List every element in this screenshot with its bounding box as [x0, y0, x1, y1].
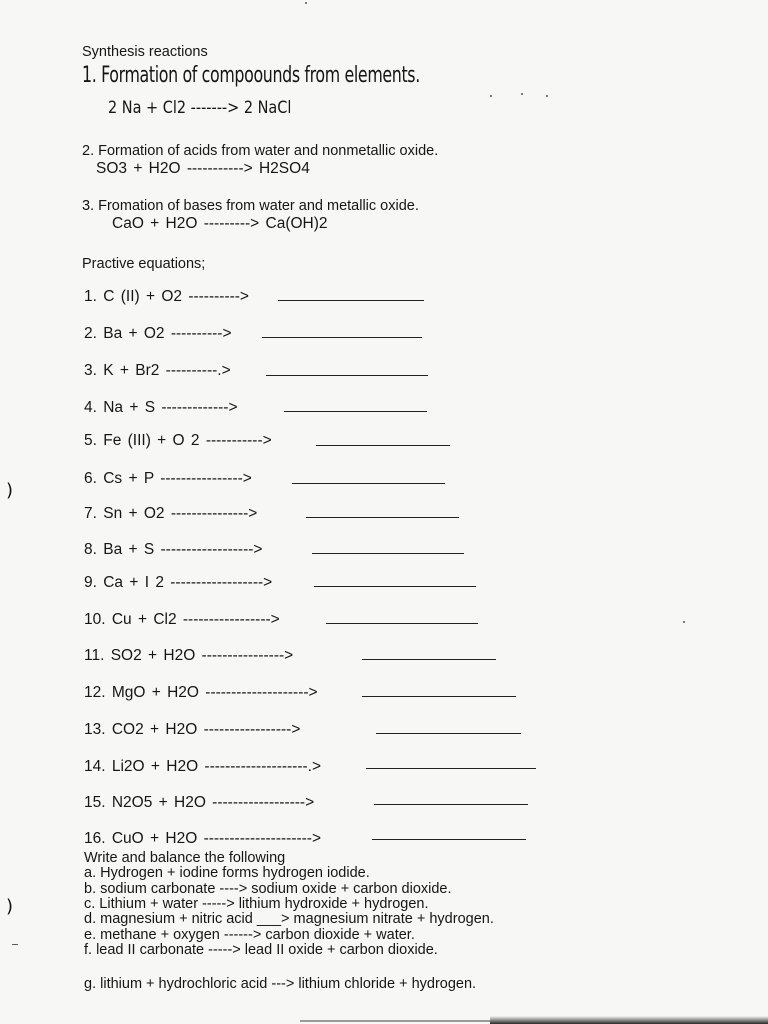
section-title: Synthesis reactions — [82, 44, 208, 60]
practice-item-11: 11. SO2 + H2O ----------------> — [84, 647, 294, 664]
practice-item-5: 5. Fe (III) + O 2 -----------> — [84, 432, 272, 449]
item1-title: 1. Formation of compoounds from elements. — [82, 63, 420, 88]
practice-item-8: 8. Ba + S ------------------> — [84, 541, 263, 558]
answer-line-10[interactable] — [326, 623, 478, 624]
scan-speck — [521, 93, 523, 95]
practice-item-9: 9. Ca + I 2 ------------------> — [84, 574, 273, 591]
practice-item-7: 7. Sn + O2 ---------------> — [84, 505, 258, 522]
answer-line-14[interactable] — [366, 768, 536, 769]
practice-item-15: 15. N2O5 + H2O ------------------> — [84, 794, 315, 811]
answer-line-15[interactable] — [374, 804, 528, 805]
practice-item-12: 12. MgO + H2O --------------------> — [84, 684, 318, 701]
practice-item-14: 14. Li2O + H2O --------------------.> — [84, 758, 322, 775]
example-2-title: 2. Formation of acids from water and nonmetallic oxide. — [82, 143, 439, 159]
balance-item-d: d. magnesium + nitric acid ___> magnesium nitrate + hydrogen. — [84, 911, 494, 927]
scan-bottom-edge — [490, 1016, 768, 1024]
practice-item-10: 10. Cu + Cl2 -----------------> — [84, 611, 280, 628]
balance-item-g: g. lithium + hydrochloric acid ---> lithium chloride + hydrogen. — [84, 976, 477, 992]
answer-line-7[interactable] — [306, 517, 459, 518]
balance-item-f: f. lead II carbonate -----> lead II oxide + carbon dioxide. — [84, 942, 438, 958]
balance-heading: Write and balance the following — [84, 850, 286, 866]
answer-line-6[interactable] — [292, 483, 445, 484]
example-3-equation: CaO + H2O ---------> Ca(OH)2 — [112, 215, 328, 232]
scan-speck — [683, 621, 685, 623]
answer-line-13[interactable] — [376, 733, 521, 734]
balance-item-a: a. Hydrogen + iodine forms hydrogen iodide. — [84, 865, 370, 881]
example-2-equation: SO3 + H2O -----------> H2SO4 — [96, 160, 310, 177]
answer-line-16[interactable] — [372, 839, 526, 840]
practice-item-3: 3. K + Br2 ----------.> — [84, 362, 231, 379]
balance-item-c: c. Lithium + water -----> lithium hydroxide + hydrogen. — [84, 896, 429, 912]
example-3-title: 3. Fromation of bases from water and metallic oxide. — [82, 198, 419, 214]
answer-line-11[interactable] — [362, 659, 496, 660]
scan-speck — [305, 2, 307, 4]
binder-hole-mark-top: ) — [6, 480, 14, 501]
scan-speck — [546, 95, 548, 97]
scan-speck — [490, 95, 492, 97]
balance-item-b: b. sodium carbonate ----> sodium oxide + carbon dioxide. — [84, 881, 452, 897]
balance-item-e: e. methane + oxygen ------> carbon dioxide + water. — [84, 927, 415, 943]
answer-line-5[interactable] — [316, 445, 450, 446]
scan-edge-line — [300, 1020, 500, 1022]
practice-item-1: 1. C (II) + O2 ----------> — [84, 288, 249, 305]
answer-line-12[interactable] — [362, 696, 516, 697]
answer-line-1[interactable] — [278, 300, 424, 301]
practice-item-16: 16. CuO + H2O ---------------------> — [84, 830, 322, 847]
binder-hole-mark-bottom: ) — [6, 896, 14, 917]
practice-item-13: 13. CO2 + H2O -----------------> — [84, 721, 301, 738]
practice-item-4: 4. Na + S -------------> — [84, 399, 238, 416]
practice-item-2: 2. Ba + O2 ----------> — [84, 325, 232, 342]
answer-line-8[interactable] — [312, 553, 464, 554]
answer-line-2[interactable] — [262, 337, 422, 338]
answer-line-4[interactable] — [284, 411, 427, 412]
scan-speck — [12, 944, 18, 945]
practice-heading: Practive equations; — [82, 256, 206, 272]
item1-equation: 2 Na + Cl2 -------> 2 NaCl — [108, 98, 292, 118]
answer-line-9[interactable] — [314, 586, 476, 587]
answer-line-3[interactable] — [266, 375, 428, 376]
practice-item-6: 6. Cs + P ----------------> — [84, 470, 252, 487]
